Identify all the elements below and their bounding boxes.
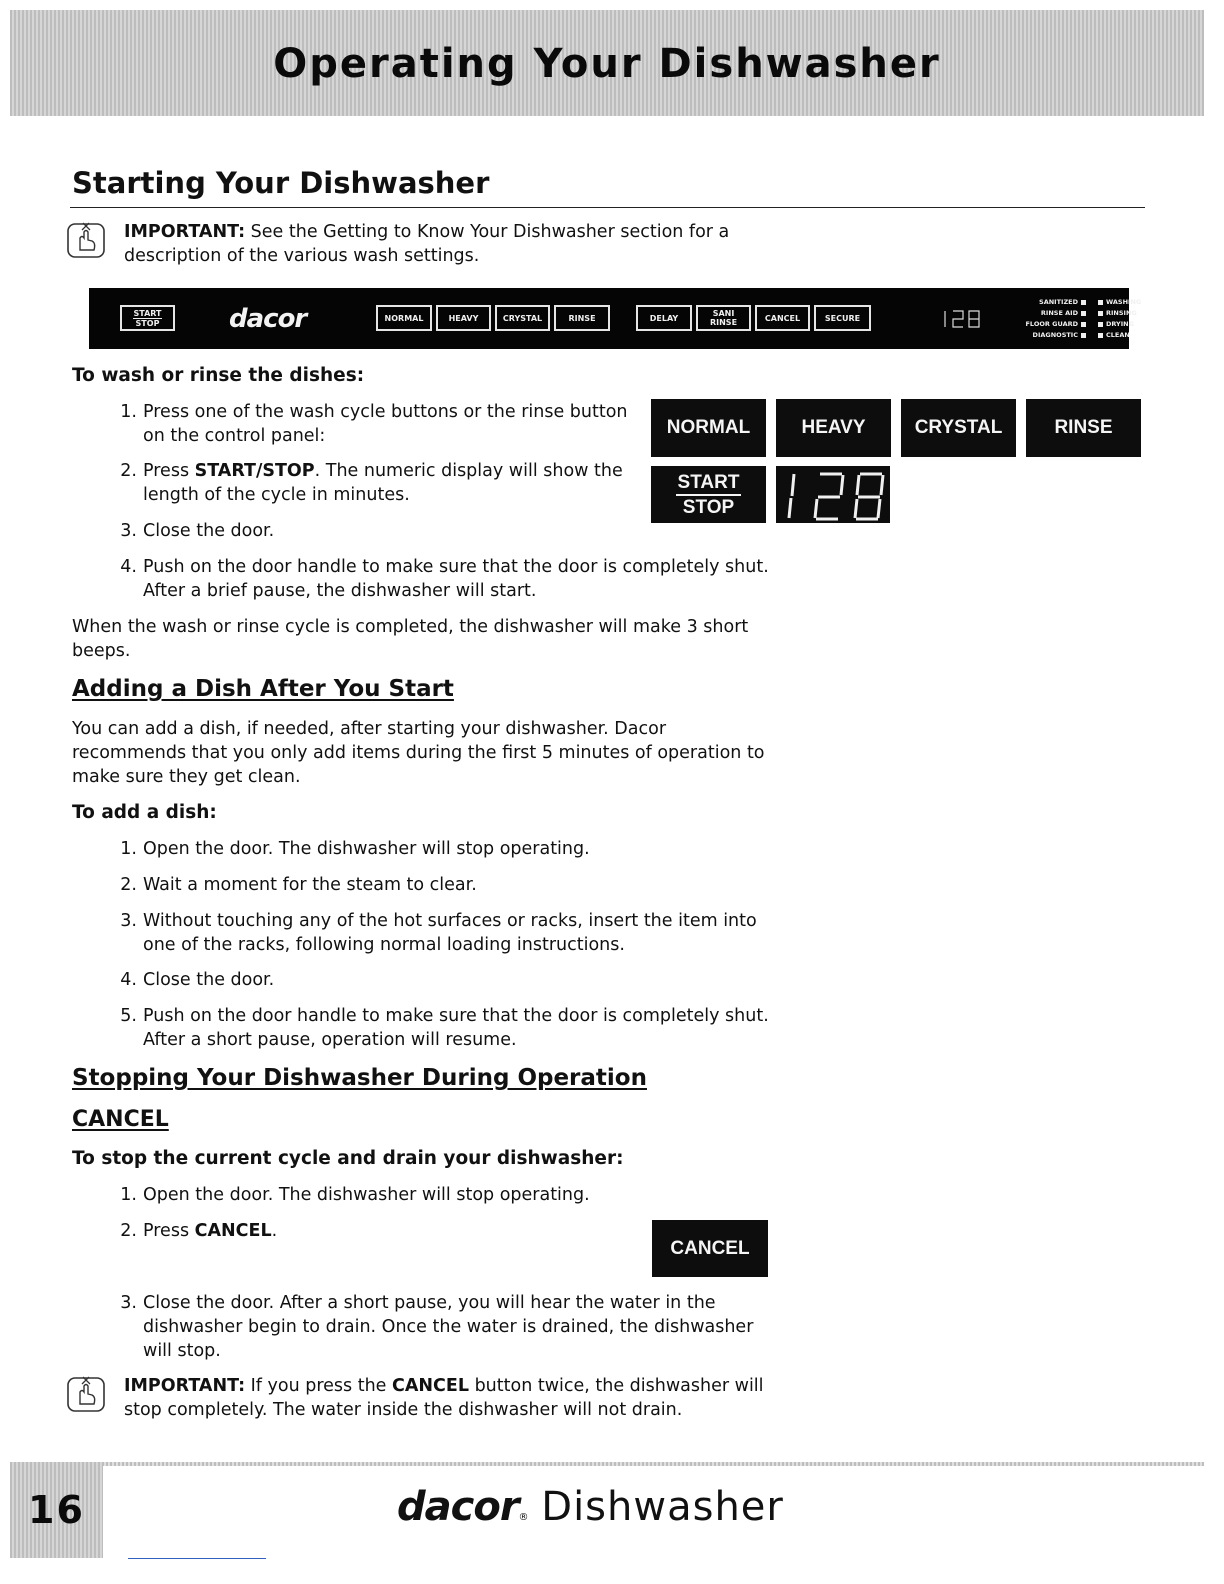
step-number: 1. (120, 839, 137, 859)
panel-crystal-button: CRYSTAL (495, 305, 550, 331)
step-text: Push on the door handle to make sure that the door is completely shut. (143, 557, 769, 577)
step-text: will stop. (143, 1341, 221, 1361)
page-number: 16 (28, 1488, 85, 1532)
step-text: Close the door. (143, 521, 275, 541)
finger-string-icon (66, 1374, 106, 1414)
registered-mark: ® (518, 1512, 529, 1523)
seven-segment-display-icon (776, 466, 890, 523)
crystal-button-illustration: CRYSTAL (901, 399, 1016, 457)
adding-heading: Adding a Dish After You Start (72, 676, 454, 702)
section-divider (70, 207, 1145, 208)
paragraph-line: When the wash or rinse cycle is completed, the dishwasher will make 3 short (72, 617, 749, 637)
page-header-title: Operating Your Dishwasher (273, 41, 941, 87)
stop-label: STOP (682, 496, 735, 518)
status-floor-guard: FLOOR GUARD (1025, 320, 1078, 328)
control-panel (89, 288, 1142, 349)
panel-status-left (997, 297, 1089, 341)
paragraph-line: make sure they get clean. (72, 767, 301, 787)
start-label: START (676, 471, 742, 496)
step-bold: START/STOP (194, 461, 315, 481)
important-note (66, 220, 826, 270)
step-text: Press one of the wash cycle buttons or the rinse button (143, 402, 628, 422)
panel-status-right (1095, 297, 1155, 341)
step-text: Press (143, 461, 195, 481)
footer-link-line (128, 1558, 266, 1559)
step-number: 1. (120, 402, 137, 422)
numeric-display-illustration (776, 466, 890, 523)
important-text-line1: See the Getting to Know Your Dishwasher section for a (250, 222, 730, 242)
panel-sani-rinse-label: RINSE (709, 318, 738, 327)
panel-normal-button: NORMAL (376, 305, 432, 331)
status-sanitized: SANITIZED (1039, 298, 1078, 306)
step-text: Close the door. After a short pause, you will hear the water in the (143, 1293, 716, 1313)
panel-heavy-button: HEAVY (436, 305, 491, 331)
step-number: 2. (120, 1221, 137, 1241)
panel-rinse-button: RINSE (554, 305, 610, 331)
step-text: Push on the door handle to make sure that the door is completely shut. (143, 1006, 769, 1026)
step-text: Press (143, 1221, 195, 1241)
step-number: 2. (120, 461, 137, 481)
panel-dacor-logo: dacor (229, 304, 307, 334)
page-number-box (10, 1462, 103, 1558)
status-diagnostic: DIAGNOSTIC (1032, 331, 1078, 339)
step-bold: CANCEL (194, 1221, 272, 1241)
paragraph-line: recommends that you only add items during the first 5 minutes of operation to (72, 743, 765, 763)
step-number: 4. (120, 557, 137, 577)
important-text-line2: description of the various wash settings. (124, 246, 480, 266)
step-text: on the control panel: (143, 426, 326, 446)
important-note-2 (66, 1374, 826, 1424)
start-stop-button-illustration (651, 466, 766, 523)
panel-sani-label: SANI (712, 309, 735, 318)
step-text: . (271, 1221, 278, 1241)
step-text: . The numeric display will show the (314, 461, 623, 481)
cancel-heading: CANCEL (72, 1107, 169, 1132)
important-text: button twice, the dishwasher will (469, 1376, 764, 1396)
status-rinsing: RINSING (1106, 309, 1137, 317)
panel-cancel-button: CANCEL (755, 305, 810, 331)
panel-delay-button: DELAY (636, 305, 692, 331)
step-number: 5. (120, 1006, 137, 1026)
normal-button-illustration: NORMAL (651, 399, 766, 457)
step-number: 3. (120, 521, 137, 541)
wash-subheading: To wash or rinse the dishes: (72, 365, 365, 386)
section-title: Starting Your Dishwasher (72, 166, 490, 200)
step-number: 3. (120, 1293, 137, 1313)
completion-paragraph (72, 615, 792, 663)
important-text: If you press the (245, 1376, 393, 1396)
step-text: Without touching any of the hot surfaces or racks, insert the item into (143, 911, 757, 931)
header-band (10, 10, 1204, 116)
adding-paragraph (72, 717, 792, 789)
status-clean: CLEAN (1106, 331, 1130, 339)
footer-product-name: Dishwasher (541, 1484, 784, 1530)
status-drying: DRYING (1106, 320, 1134, 328)
paragraph-line: You can add a dish, if needed, after starting your dishwasher. Dacor (72, 719, 667, 739)
step-text: Wait a moment for the steam to clear. (143, 875, 477, 895)
step-text: After a short pause, operation will resume. (143, 1030, 517, 1050)
step-text: Open the door. The dishwasher will stop operating. (143, 839, 590, 859)
step-text: dishwasher begin to drain. Once the water is drained, the dishwasher (143, 1317, 754, 1337)
footer-dacor-logo: dacor (397, 1484, 519, 1530)
panel-secure-button: SECURE (814, 305, 871, 331)
footer-brand (397, 1484, 784, 1530)
footer-band (10, 1462, 1204, 1466)
panel-start-stop-button (120, 305, 175, 331)
step-number: 4. (120, 970, 137, 990)
step-text: Open the door. The dishwasher will stop operating. (143, 1185, 590, 1205)
step-text: Close the door. (143, 970, 275, 990)
panel-sani-rinse-button (696, 305, 751, 331)
status-washing: WASHING (1106, 298, 1142, 306)
important-label: IMPORTANT: (124, 1376, 246, 1396)
step-number: 2. (120, 875, 137, 895)
panel-start-label: START (133, 308, 162, 318)
finger-string-icon (66, 220, 106, 260)
step-text: After a brief pause, the dishwasher will start. (143, 581, 537, 601)
step-text: length of the cycle in minutes. (143, 485, 410, 505)
stopping-heading: Stopping Your Dishwasher During Operation (72, 1065, 647, 1091)
cancel-button-illustration: CANCEL (652, 1220, 768, 1277)
rinse-button-illustration: RINSE (1026, 399, 1141, 457)
paragraph-line: beeps. (72, 641, 131, 661)
panel-stop-label: STOP (135, 318, 160, 328)
stop-subheading: To stop the current cycle and drain your dishwasher: (72, 1148, 624, 1169)
step-number: 3. (120, 911, 137, 931)
status-rinse-aid: RINSE AID (1040, 309, 1078, 317)
add-subheading: To add a dish: (72, 802, 217, 823)
important-text-line2: stop completely. The water inside the dishwasher will not drain. (124, 1400, 683, 1420)
heavy-button-illustration: HEAVY (776, 399, 891, 457)
important-label: IMPORTANT: (124, 222, 246, 242)
important-bold: CANCEL (392, 1376, 469, 1396)
step-number: 1. (120, 1185, 137, 1205)
panel-numeric-display (941, 308, 985, 330)
step-text: one of the racks, following normal loading instructions. (143, 935, 625, 955)
